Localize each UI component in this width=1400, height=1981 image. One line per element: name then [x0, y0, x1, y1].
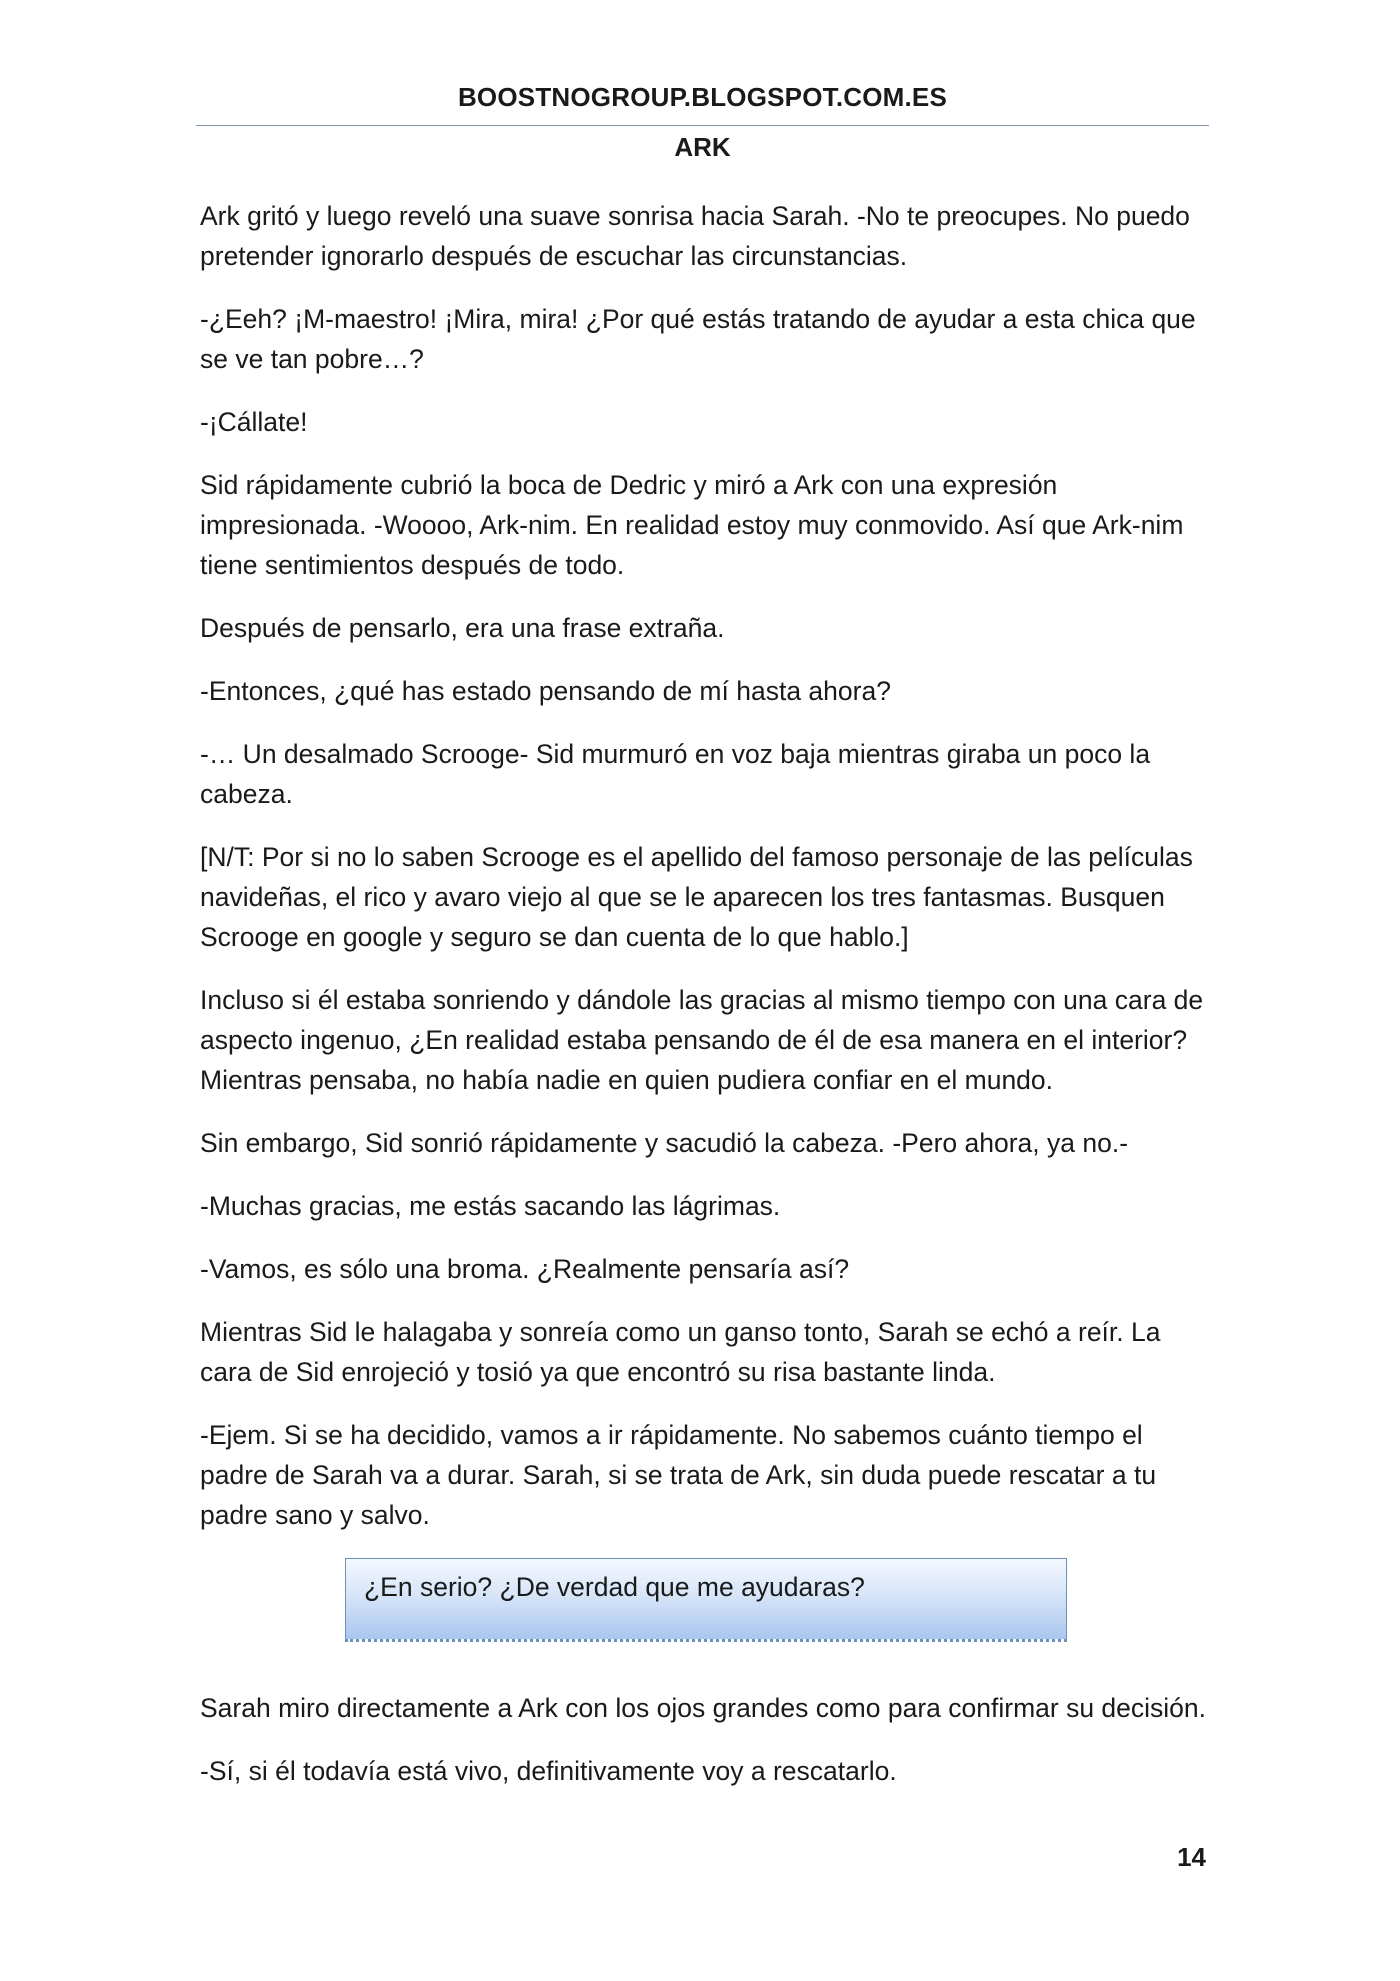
paragraph: -¡Cállate! — [200, 407, 308, 437]
paragraph: -… Un desalmado Scrooge- Sid murmuró en voz baja mientras giraba un poco la cabeza. — [200, 739, 1151, 809]
paragraph: Sarah miro directamente a Ark con los ojos grandes como para confirmar su decisión. — [200, 1693, 1207, 1723]
header-site-name: BOOSTNOGROUP.BLOGSPOT.COM.ES — [457, 82, 948, 112]
paragraph: -Entonces, ¿qué has estado pensando de mí hasta ahora? — [200, 676, 891, 706]
dialog-callout-text: ¿En serio? ¿De verdad que me ayudaras? — [364, 1572, 865, 1602]
paragraph: Ark gritó y luego reveló una suave sonrisa hacia Sarah. -No te preocupes. No puedo pretender ignorarlo después de escuchar las circunstancias. — [200, 201, 1190, 271]
paragraph: -Ejem. Si se ha decidido, vamos a ir rápidamente. No sabemos cuánto tiempo el padre de Sarah va a durar. Sarah, si se trata de Ark, sin duda puede rescatar a tu padre sano y salvo. — [200, 1420, 1157, 1530]
page-number: 14 — [1177, 1842, 1206, 1872]
dialog-callout-box — [345, 1558, 1067, 1642]
body-text — [200, 196, 1212, 1814]
paragraph: -Sí, si él todavía está vivo, definitivamente voy a rescatarlo. — [200, 1756, 897, 1786]
paragraph: Incluso si él estaba sonriendo y dándole las gracias al mismo tiempo con una cara de aspecto ingenuo, ¿En realidad estaba pensando de él de esa manera en el interior? Mientras pensaba, no había nadie en quien pudiera confiar en el mundo. — [200, 985, 1204, 1095]
paragraph: Mientras Sid le halagaba y sonreía como un ganso tonto, Sarah se echó a reír. La cara de Sid enrojeció y tosió ya que encontró su risa bastante linda. — [200, 1317, 1161, 1387]
paragraph: Sin embargo, Sid sonrió rápidamente y sacudió la cabeza. -Pero ahora, ya no.- — [200, 1128, 1129, 1158]
paragraph: -¿Eeh? ¡M-maestro! ¡Mira, mira! ¿Por qué estás tratando de ayudar a esta chica que se ve tan pobre…? — [200, 304, 1196, 374]
header-chapter-title: ARK — [674, 132, 731, 162]
header-divider — [196, 125, 1209, 126]
paragraph: -Muchas gracias, me estás sacando las lágrimas. — [200, 1191, 781, 1221]
paragraph: Sid rápidamente cubrió la boca de Dedric y miró a Ark con una expresión impresionada. -Woooo, Ark-nim. En realidad estoy muy conmovido. Así que Ark-nim tiene sentimientos después de todo. — [200, 470, 1184, 580]
paragraph: -Vamos, es sólo una broma. ¿Realmente pensaría así? — [200, 1254, 850, 1284]
paragraph: Después de pensarlo, era una frase extraña. — [200, 613, 725, 643]
translator-note: [N/T: Por si no lo saben Scrooge es el apellido del famoso personaje de las películas navideñas, el rico y avaro viejo al que se le aparecen los tres fantasmas. Busquen Scrooge en google y seguro se dan cuenta de lo que hablo.] — [200, 842, 1193, 952]
